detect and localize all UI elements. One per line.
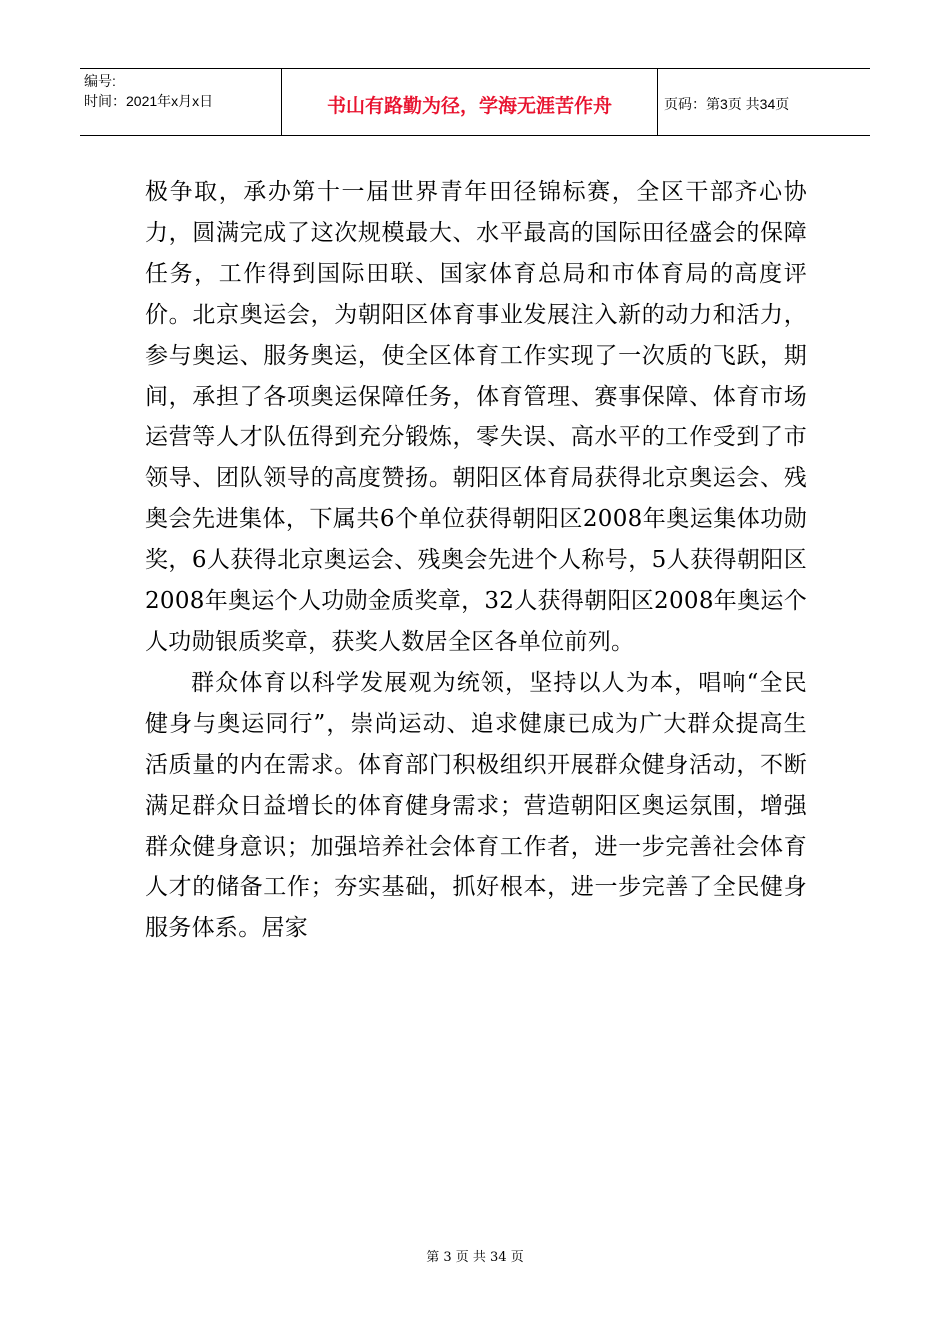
- header-page-cell: [658, 69, 870, 135]
- paragraph-2: 群众体育以科学发展观为统领，坚持以人为本，唱响“全民健身与奥运同行”，崇尚运动、追求健康已成为广大群众提高生活质量的内在需求。体育部门积极组织开展群众健身活动，不断满足群众日益增长的体育健身需求；营造朝阳区奥运氛围，增强群众健身意识；加强培养社会体育工作者，进一步完善社会体育人才的储备工作；夯实基础，抓好根本，进一步完善了全民健身服务体系。居家: [145, 669, 807, 942]
- document-number-label: 编号:: [84, 73, 116, 89]
- header-motto-cell: [282, 69, 658, 135]
- page-header: [80, 68, 870, 136]
- document-time-label: 时间：2021年x月x日: [84, 93, 214, 109]
- body-text: [145, 172, 807, 949]
- header-motto: 书山有路勤为径，学海无涯苦作舟: [326, 94, 612, 117]
- page-footer: 第 3 页 共 34 页: [426, 1250, 524, 1265]
- paragraph-1: 极争取，承办第十一届世界青年田径锦标赛，全区干部齐心协力，圆满完成了这次规模最大、水平最高的国际田径盛会的保障任务，工作得到国际田联、国家体育总局和市体育局的高度评价。北京奥运会，为朝阳区体育事业发展注入新的动力和活力，参与奥运、服务奥运，使全区体育工作实现了一次质的飞跃，期间，承担了各项奥运保障任务，体育管理、赛事保障、体育市场运营等人才队伍得到充分锻炼，零失误、高水平的工作受到了市领导、团队领导的高度赞扬。朝阳区体育局获得北京奥运会、残奥会先进集体，下属共6个单位获得朝阳区2008年奥运集体功勋奖，6人获得北京奥运会、残奥会先进个人称号，5人获得朝阳区2008年奥运个人功勋金质奖章，32人获得朝阳区2008年奥运个人功勋银质奖章，获奖人数居全区各单位前列。: [145, 179, 807, 655]
- header-meta-cell: [80, 69, 282, 135]
- header-page-info: 页码：第3页 共34页: [664, 96, 790, 112]
